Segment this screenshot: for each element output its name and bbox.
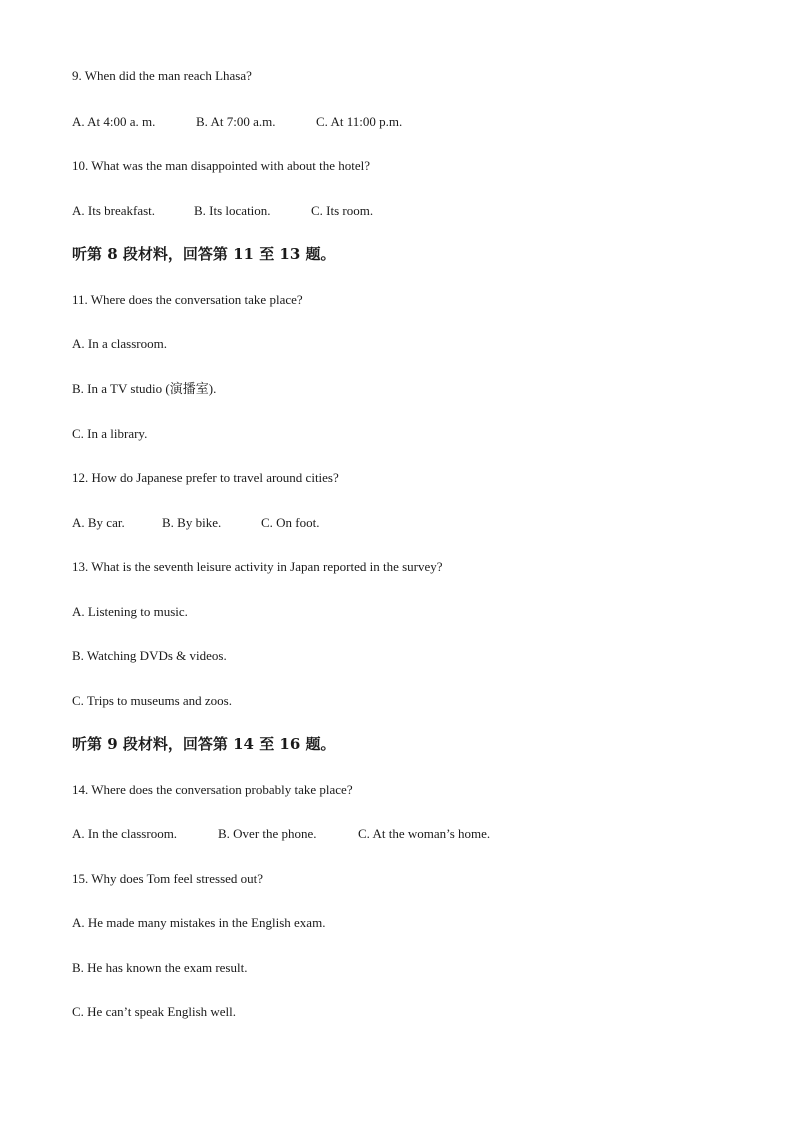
q15-option-b: B. He has known the exam result. xyxy=(72,960,248,975)
question-13: 13. What is the seventh leisure activity in Japan reported in the survey? xyxy=(72,559,443,574)
q15-option-a: A. He made many mistakes in the English exam. xyxy=(72,915,326,930)
section-heading-9: 听第 9 段材料，回答第 14 至 16 题。 xyxy=(72,735,336,753)
q15-option-c: C. He can’t speak English well. xyxy=(72,1004,237,1019)
q13-option-b: B. Watching DVDs & videos. xyxy=(72,648,227,663)
q11-option-b: B. In a TV studio (演播室). xyxy=(72,381,217,396)
q9-option-b: B. At 7:00 a.m. xyxy=(196,114,276,129)
q10-option-a: A. Its breakfast. xyxy=(72,203,156,218)
q14-option-a: A. In the classroom. xyxy=(72,826,178,841)
q10-option-b: B. Its location. xyxy=(194,203,271,218)
section-heading-8: 听第 8 段材料，回答第 11 至 13 题。 xyxy=(72,245,336,263)
q13-option-c: C. Trips to museums and zoos. xyxy=(72,693,232,708)
q12-option-c: C. On foot. xyxy=(261,515,320,530)
q10-option-c: C. Its room. xyxy=(311,203,374,218)
question-10: 10. What was the man disappointed with about the hotel? xyxy=(72,158,370,173)
question-9: 9. When did the man reach Lhasa? xyxy=(72,68,252,83)
question-12: 12. How do Japanese prefer to travel around cities? xyxy=(72,470,339,485)
q12-option-b: B. By bike. xyxy=(162,515,222,530)
question-11: 11. Where does the conversation take place? xyxy=(72,292,303,307)
q14-option-b: B. Over the phone. xyxy=(218,826,317,841)
q9-option-a: A. At 4:00 a. m. xyxy=(72,114,156,129)
q9-option-c: C. At 11:00 p.m. xyxy=(316,114,403,129)
q13-option-a: A. Listening to music. xyxy=(72,604,188,619)
q12-option-a: A. By car. xyxy=(72,515,125,530)
question-14: 14. Where does the conversation probably take place? xyxy=(72,782,353,797)
q11-option-a: A. In a classroom. xyxy=(72,336,167,351)
q11-option-c: C. In a library. xyxy=(72,426,148,441)
q14-option-c: C. At the woman’s home. xyxy=(358,826,491,841)
question-15: 15. Why does Tom feel stressed out? xyxy=(72,871,264,886)
